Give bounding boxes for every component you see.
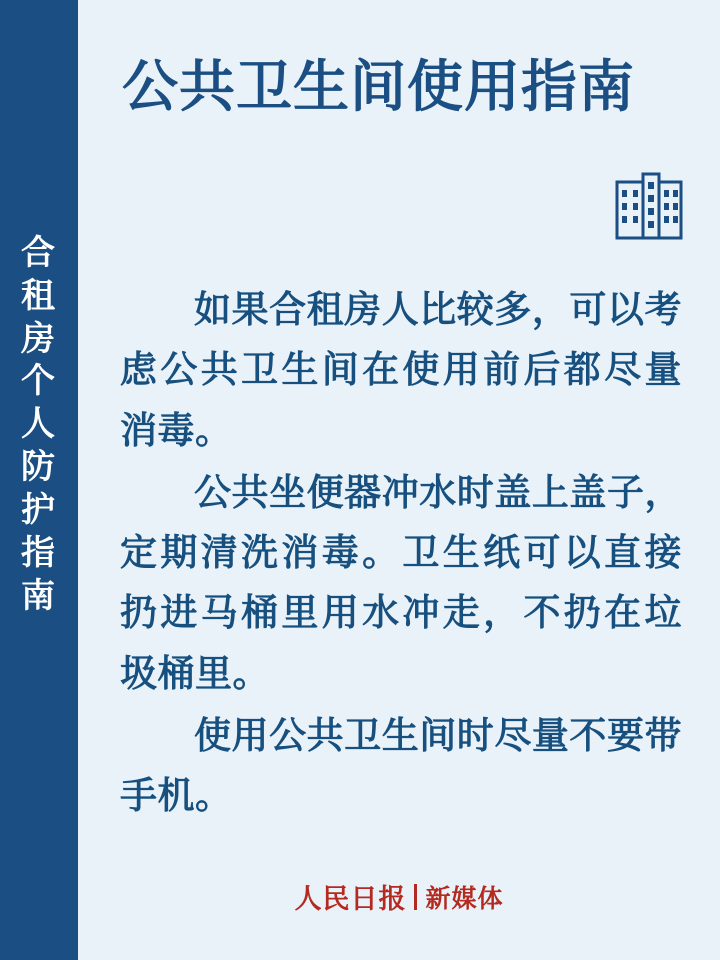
paragraph: 如果合租房人比较多，可以考虑公共卫生间在使用前后都尽量消毒。 [120, 288, 682, 452]
logo-text: 人民日报 [294, 884, 407, 915]
footer-logo [78, 877, 720, 916]
page-title: 公共卫生间使用指南 [122, 55, 635, 120]
poster-content [78, 0, 720, 960]
logo-divider [414, 884, 417, 910]
body-text [120, 280, 682, 829]
side-band [0, 0, 78, 960]
building-icon [614, 168, 684, 240]
logo-subtext: 新媒体 [425, 883, 504, 913]
paragraph: 使用公共卫生间时尽量不要带手机。 [120, 714, 682, 818]
paragraph: 公共坐便器冲水时盖上盖子，定期清洗消毒。卫生纸可以直接扔进马桶里用水冲走，不扔在垃圾桶里。 [120, 470, 682, 695]
side-band-label: 合租房个人防护指南 [21, 233, 57, 616]
